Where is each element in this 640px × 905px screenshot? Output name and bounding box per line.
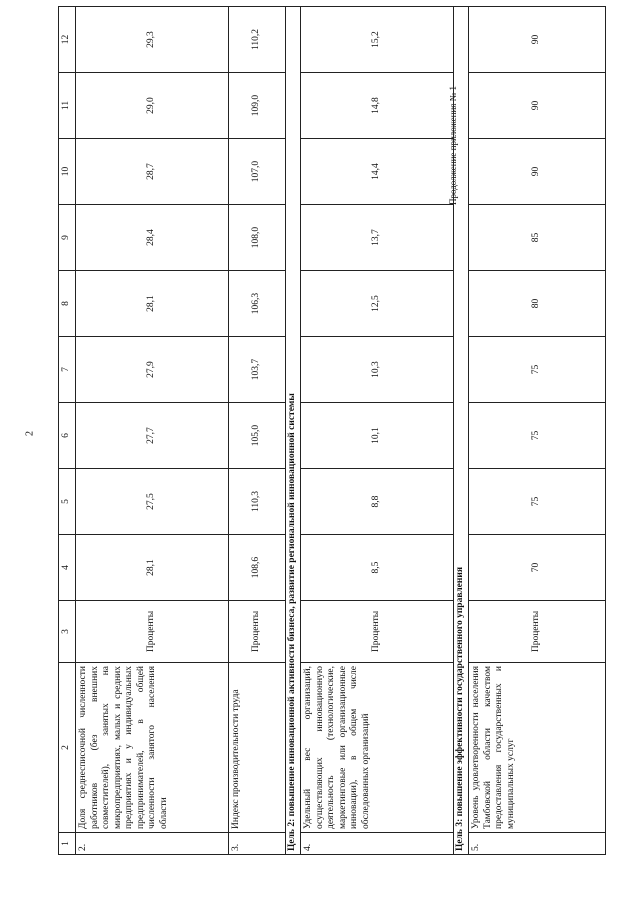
column-number: 11 (59, 73, 76, 139)
value-cell: 107,0 (229, 139, 286, 205)
value-cell: 8,8 (301, 469, 454, 535)
value-cell: 110,2 (229, 7, 286, 73)
unit-cell: Проценты (469, 601, 606, 663)
value-cell: 28,4 (76, 205, 229, 271)
indicator-table (58, 6, 606, 855)
column-number: 4 (59, 535, 76, 601)
value-cell: 70 (469, 535, 606, 601)
value-cell: 14,8 (301, 73, 454, 139)
value-cell: 14,4 (301, 139, 454, 205)
column-number: 5 (59, 469, 76, 535)
value-cell: 27,7 (76, 403, 229, 469)
page-number: 2 (24, 431, 36, 436)
column-number: 10 (59, 139, 76, 205)
goal-row (454, 7, 469, 855)
value-cell: 15,2 (301, 7, 454, 73)
unit-cell: Проценты (76, 601, 229, 663)
table-row (229, 7, 286, 855)
goal-2-heading: Цель 2: повышение инновационной активности бизнеса, развитие региональной инновационной системы (286, 7, 301, 855)
indicator-name: Уровень удовлетворенности населения Тамбовской области качеством предоставления государственных и муниципальных услуг (469, 663, 606, 833)
table-row (469, 7, 606, 855)
value-cell: 75 (469, 403, 606, 469)
value-cell: 28,1 (76, 535, 229, 601)
column-number-row (59, 7, 76, 855)
goal-row (286, 7, 301, 855)
column-number: 7 (59, 337, 76, 403)
value-cell: 10,1 (301, 403, 454, 469)
value-cell: 75 (469, 469, 606, 535)
value-cell: 10,3 (301, 337, 454, 403)
indicator-name: Удельный вес организаций, осуществляющих инновационную деятельность (технологические, маркетинговые или организационные инновации), в общем числе обследованных организаций (301, 663, 454, 833)
value-cell: 28,1 (76, 271, 229, 337)
row-number: 2. (76, 833, 229, 855)
row-number: 4. (301, 833, 454, 855)
column-number: 6 (59, 403, 76, 469)
value-cell: 90 (469, 7, 606, 73)
table-row (301, 7, 454, 855)
indicator-name: Индекс производительности труда (229, 663, 286, 833)
table-row (76, 7, 229, 855)
value-cell: 28,7 (76, 139, 229, 205)
unit-cell: Проценты (301, 601, 454, 663)
value-cell: 12,5 (301, 271, 454, 337)
value-cell: 27,5 (76, 469, 229, 535)
value-cell: 27,9 (76, 337, 229, 403)
value-cell: 8,5 (301, 535, 454, 601)
column-number: 12 (59, 7, 76, 73)
value-cell: 85 (469, 205, 606, 271)
value-cell: 103,7 (229, 337, 286, 403)
column-number: 9 (59, 205, 76, 271)
row-number: 5. (469, 833, 606, 855)
row-number: 3. (229, 833, 286, 855)
indicator-table-sheet (58, 17, 542, 855)
value-cell: 106,3 (229, 271, 286, 337)
value-cell: 109,0 (229, 73, 286, 139)
value-cell: 13,7 (301, 205, 454, 271)
value-cell: 80 (469, 271, 606, 337)
value-cell: 90 (469, 73, 606, 139)
value-cell: 105,0 (229, 403, 286, 469)
appendix-continuation-note: Продолжение приложения № 1 (448, 86, 458, 206)
unit-cell: Проценты (229, 601, 286, 663)
value-cell: 29,3 (76, 7, 229, 73)
value-cell: 90 (469, 139, 606, 205)
value-cell: 108,0 (229, 205, 286, 271)
goal-3-heading: Цель 3: повышение эффективности государственного управления (454, 7, 469, 855)
indicator-name: Доля среднесписочной численности работников (без внешних совместителей), занятых на микропредприятиях, малых и средних предприятиях и у индивидуальных предпринимателей, в общей численности занятого населения области (76, 663, 229, 833)
value-cell: 29,0 (76, 73, 229, 139)
column-number: 1 (59, 833, 76, 855)
column-number: 2 (59, 663, 76, 833)
column-number: 3 (59, 601, 76, 663)
value-cell: 75 (469, 337, 606, 403)
column-number: 8 (59, 271, 76, 337)
value-cell: 108,6 (229, 535, 286, 601)
value-cell: 110,3 (229, 469, 286, 535)
